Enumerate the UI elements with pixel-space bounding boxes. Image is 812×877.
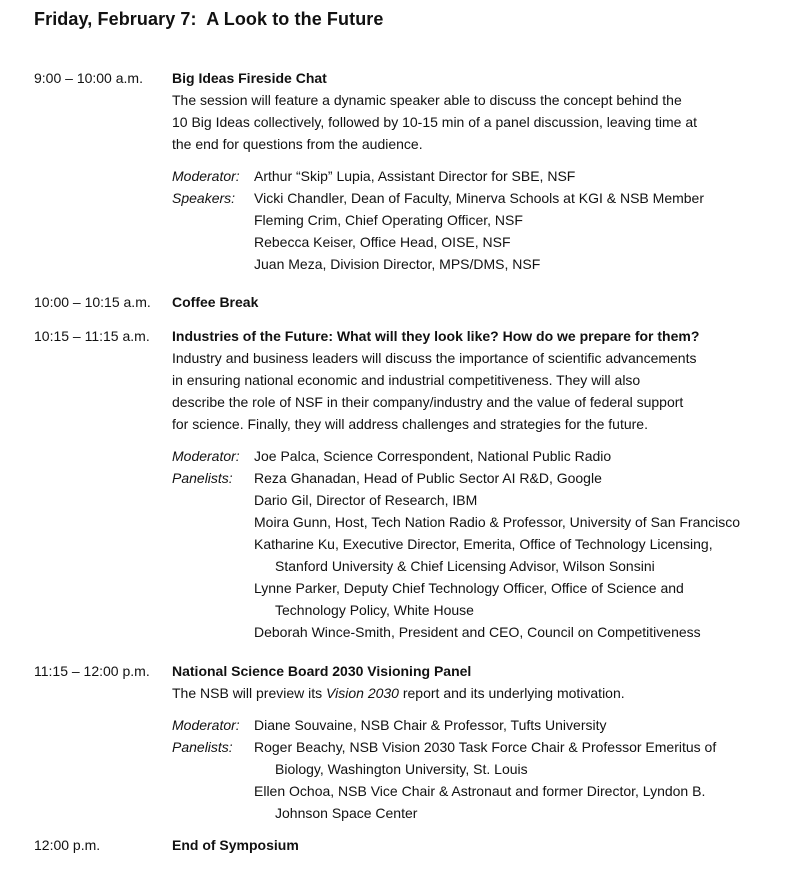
panelist-continued: Johnson Space Center bbox=[275, 805, 418, 821]
panel-list bbox=[254, 187, 804, 275]
session-description bbox=[172, 682, 804, 704]
session-title: Coffee Break bbox=[172, 294, 259, 310]
panel-row bbox=[172, 187, 804, 275]
panelist-continued: Biology, Washington University, St. Louis bbox=[275, 761, 528, 777]
panelist: Reza Ghanadan, Head of Public Sector AI R&D, Google bbox=[254, 470, 602, 486]
description-line: Industry and business leaders will discuss the importance of scientific advancements bbox=[172, 350, 697, 366]
moderator-name: Diane Souvaine, NSB Chair & Professor, Tufts University bbox=[254, 717, 607, 733]
title-day: Friday, February 7 bbox=[34, 9, 191, 29]
panelist: Ellen Ochoa, NSB Vice Chair & Astronaut and former Director, Lyndon B. bbox=[254, 783, 706, 799]
panelist: Vicki Chandler, Dean of Faculty, Minerva Schools at KGI & NSB Member bbox=[254, 190, 705, 206]
panelist: Lynne Parker, Deputy Chief Technology Officer, Office of Science and bbox=[254, 580, 684, 596]
moderator-label: Moderator: bbox=[172, 717, 240, 733]
panel-list bbox=[254, 736, 804, 824]
session-people bbox=[172, 714, 804, 824]
session-description bbox=[172, 347, 804, 435]
panel-label: Speakers: bbox=[172, 190, 236, 206]
moderator-label: Moderator: bbox=[172, 168, 240, 184]
panelist: Rebecca Keiser, Office Head, OISE, NSF bbox=[254, 234, 511, 250]
session-people bbox=[172, 445, 804, 643]
session-time: 10:15 – 11:15 a.m. bbox=[34, 328, 150, 344]
page-title bbox=[34, 9, 384, 30]
moderator-row bbox=[172, 445, 804, 467]
panelist: Juan Meza, Division Director, MPS/DMS, NSF bbox=[254, 256, 541, 272]
session-time: 9:00 – 10:00 a.m. bbox=[34, 70, 143, 86]
title-heading: A Look to the Future bbox=[206, 9, 384, 29]
panel-label: Panelists: bbox=[172, 470, 233, 486]
description-text: The NSB will preview its bbox=[172, 685, 327, 701]
panelist: Deborah Wince-Smith, President and CEO, Council on Competitiveness bbox=[254, 624, 701, 640]
panelist: Dario Gil, Director of Research, IBM bbox=[254, 492, 478, 508]
session-body bbox=[172, 291, 804, 313]
session-title: Big Ideas Fireside Chat bbox=[172, 70, 327, 86]
title-colon: : bbox=[190, 9, 197, 29]
panelist: Fleming Crim, Chief Operating Officer, NSF bbox=[254, 212, 523, 228]
session-body bbox=[172, 325, 804, 643]
session-body bbox=[172, 67, 804, 275]
session-title: Industries of the Future: What will they look like? How do we prepare for them? bbox=[172, 328, 700, 344]
description-line: the end for questions from the audience. bbox=[172, 136, 423, 152]
session-time: 12:00 p.m. bbox=[34, 837, 101, 853]
description-line: 10 Big Ideas collectively, followed by 10-15 min of a panel discussion, leaving time at bbox=[172, 114, 698, 130]
session-time: 11:15 – 12:00 p.m. bbox=[34, 663, 150, 679]
session-body bbox=[172, 834, 804, 856]
panelist: Katharine Ku, Executive Director, Emerita, Office of Technology Licensing, bbox=[254, 536, 713, 552]
panel-row bbox=[172, 736, 804, 824]
session-description bbox=[172, 89, 804, 155]
panel-row bbox=[172, 467, 804, 643]
description-line: for science. Finally, they will address challenges and strategies for the future. bbox=[172, 416, 648, 432]
moderator-name: Arthur “Skip” Lupia, Assistant Director for SBE, NSF bbox=[254, 168, 576, 184]
session-people bbox=[172, 165, 804, 275]
panelist-continued: Stanford University & Chief Licensing Advisor, Wilson Sonsini bbox=[275, 558, 655, 574]
panel-label: Panelists: bbox=[172, 739, 233, 755]
panel-list bbox=[254, 467, 804, 643]
description-line: in ensuring national economic and industrial competitiveness. They will also bbox=[172, 372, 641, 388]
session-title: End of Symposium bbox=[172, 837, 299, 853]
description-line: The session will feature a dynamic speaker able to discuss the concept behind the bbox=[172, 92, 682, 108]
moderator-label: Moderator: bbox=[172, 448, 240, 464]
description-line bbox=[172, 682, 804, 704]
panelist-continued: Technology Policy, White House bbox=[275, 602, 474, 618]
panelist: Moira Gunn, Host, Tech Nation Radio & Professor, University of San Francisco bbox=[254, 514, 741, 530]
session-time: 10:00 – 10:15 a.m. bbox=[34, 294, 151, 310]
session-body bbox=[172, 660, 804, 824]
description-text: report and its underlying motivation. bbox=[398, 685, 625, 701]
panelist: Roger Beachy, NSB Vision 2030 Task Force Chair & Professor Emeritus of bbox=[254, 739, 717, 755]
description-line: describe the role of NSF in their company/industry and the value of federal support bbox=[172, 394, 684, 410]
session-title: National Science Board 2030 Visioning Panel bbox=[172, 663, 472, 679]
moderator-row bbox=[172, 714, 804, 736]
moderator-name: Joe Palca, Science Correspondent, National Public Radio bbox=[254, 448, 612, 464]
moderator-row bbox=[172, 165, 804, 187]
report-title: Vision 2030 bbox=[326, 685, 399, 701]
